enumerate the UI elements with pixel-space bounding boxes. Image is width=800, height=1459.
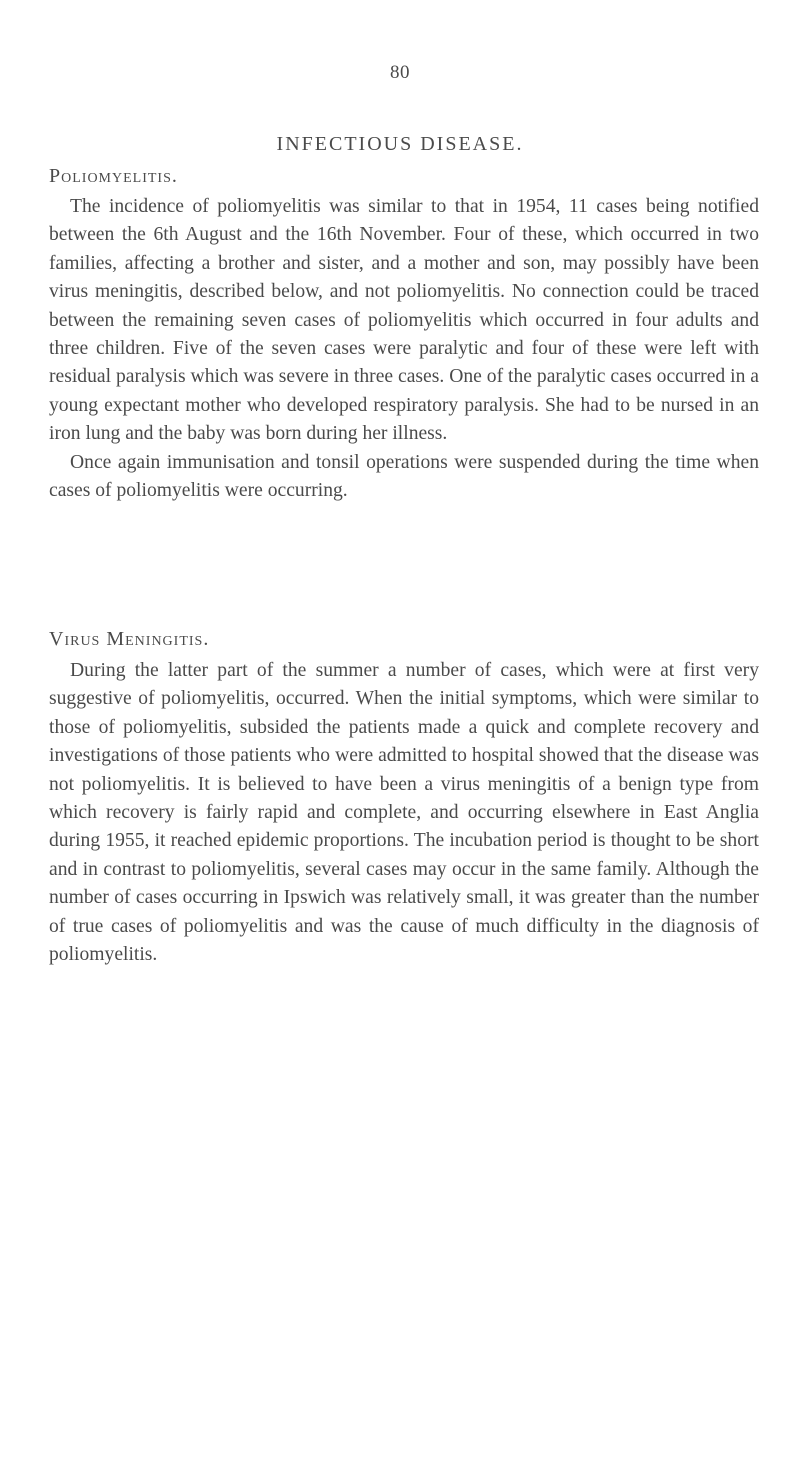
section-poliomyelitis: [49, 162, 759, 505]
page-number: 80: [390, 62, 410, 83]
section-heading-poliomyelitis: Poliomyelitis.: [49, 165, 178, 187]
section-heading-virus-meningitis: Virus Meningitis.: [49, 628, 210, 650]
paragraph: Once again immunisation and tonsil operations were suspended during the time when cases of poliomyelitis were occurring.: [49, 451, 759, 502]
paragraph: The incidence of poliomyelitis was similar to that in 1954, 11 cases being notified between the 6th August and the 16th November. Four of these, which occurred in two families, affecting a brother and sister, and a mother and son, may possibly have been virus meningitis, described below, and not poliomyelitis. No connection could be traced between the remaining seven cases of poliomyelitis which occurred in four adults and three children. Five of the seven cases were paralytic and four of these were left with residual paralysis which was severe in three cases. One of the paralytic cases occurred in a young expectant mother who developed respiratory paralysis. She had to be nursed in an iron lung and the baby was born during her illness.: [49, 196, 759, 445]
main-heading: INFECTIOUS DISEASE.: [276, 133, 524, 155]
paragraph: During the latter part of the summer a number of cases, which were at first very suggestive of poliomyelitis, occurred. When the initial symptoms, which were similar to those of poliomyelitis, subsided the patients made a quick and complete recovery and investigations of those patients who were admitted to hospital showed that the disease was not poliomyelitis. It is believed to have been a virus meningitis of a benign type from which recovery is fairly rapid and complete, and occurring elsewhere in East Anglia during 1955, it reached epidemic proportions. The incubation period is thought to be short and in contrast to poliomyelitis, several cases may occur in the same family. Although the number of cases occurring in Ipswich was relatively small, it was greater than the number of true cases of poliomyelitis and was the cause of much difficulty in the diagnosis of poliomyelitis.: [49, 660, 759, 966]
section-virus-meningitis: [49, 625, 759, 969]
